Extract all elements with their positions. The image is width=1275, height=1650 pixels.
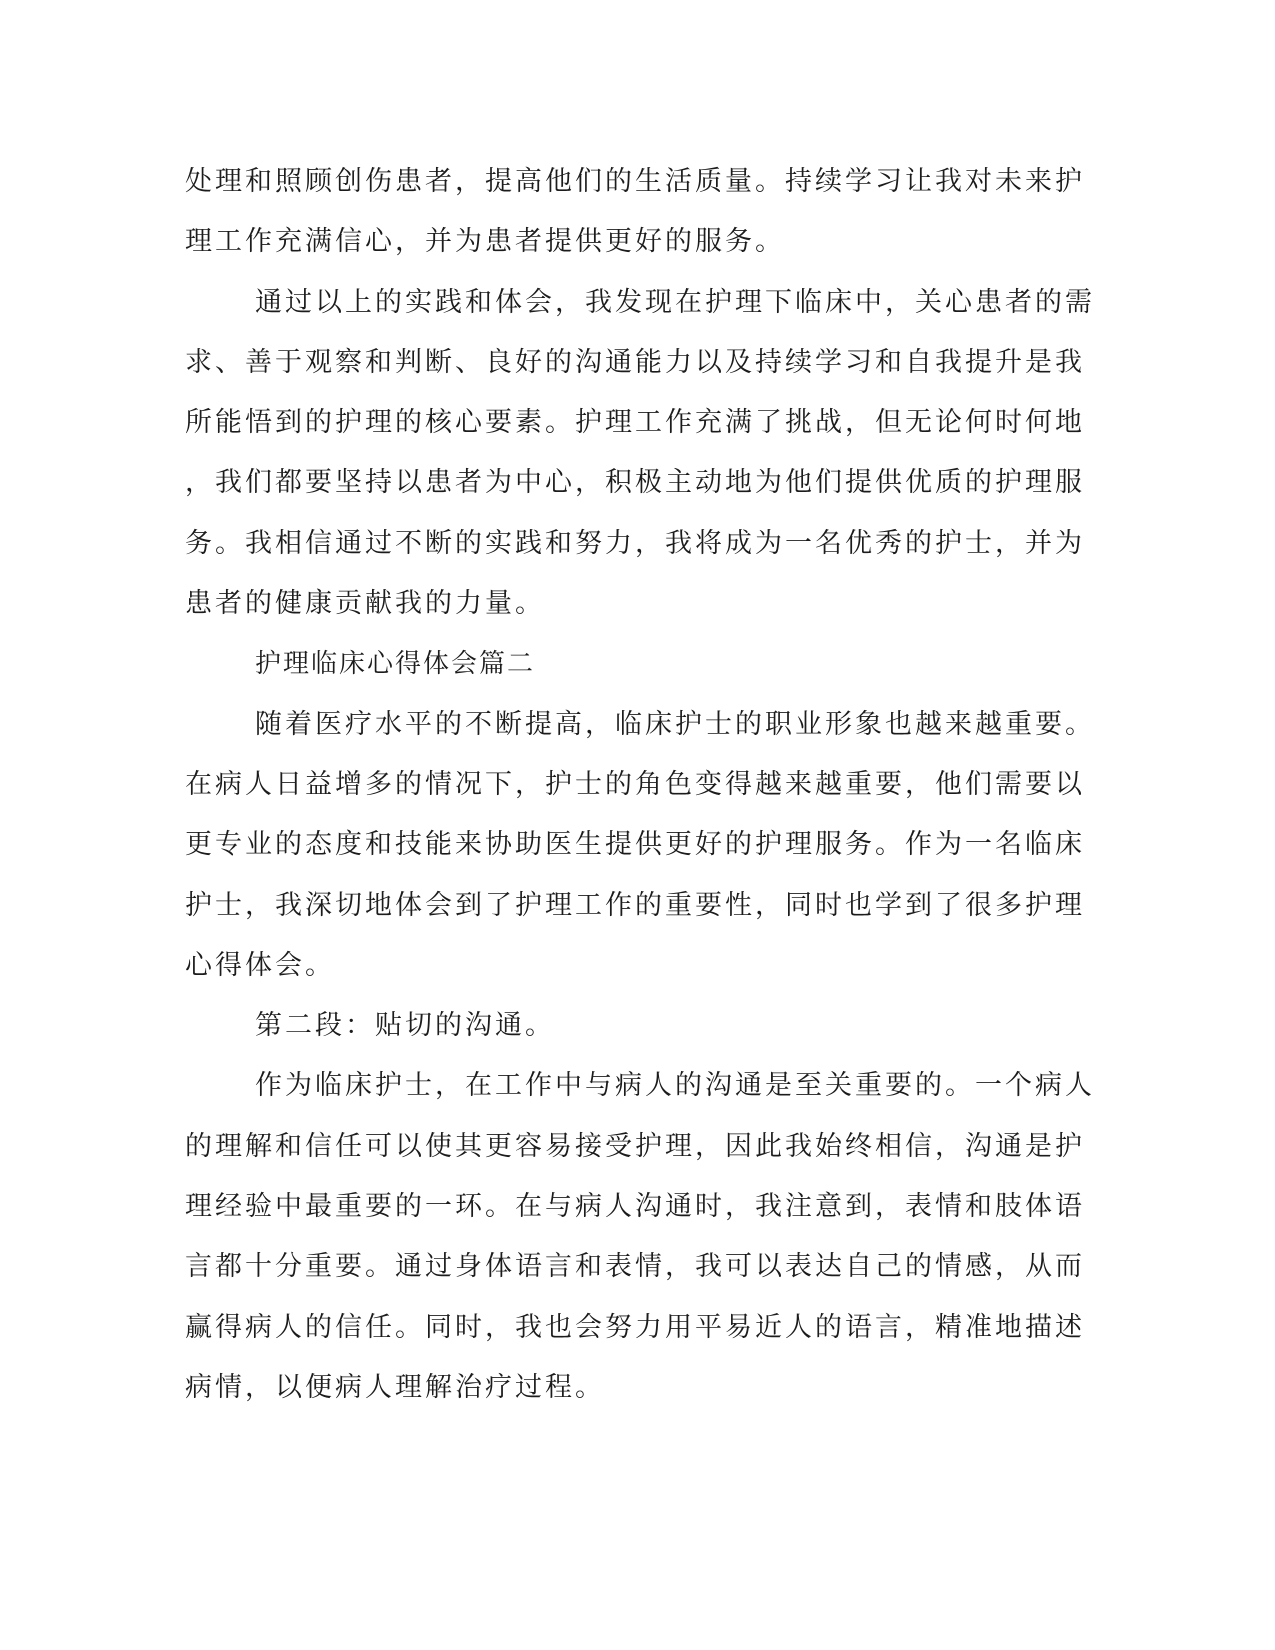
sub-heading-block bbox=[185, 996, 1055, 1056]
paragraph-2 bbox=[185, 273, 1095, 635]
paragraph-line: 所能悟到的护理的核心要素。护理工作充满了挑战，但无论何时何地 bbox=[185, 407, 1085, 439]
paragraph-3 bbox=[185, 695, 1095, 996]
sub-heading: 第二段：贴切的沟通。 bbox=[255, 1010, 555, 1042]
paragraph-1 bbox=[185, 152, 1085, 273]
paragraph-line: 病情，以便病人理解治疗过程。 bbox=[185, 1371, 605, 1403]
paragraph-line: ，我们都要坚持以患者为中心，积极主动地为他们提供优质的护理服 bbox=[185, 467, 1085, 499]
paragraph-line: 理工作充满信心，并为患者提供更好的服务。 bbox=[185, 226, 785, 258]
paragraph-line: 理经验中最重要的一环。在与病人沟通时，我注意到，表情和肢体语 bbox=[185, 1191, 1085, 1223]
paragraph-line: 在病人日益增多的情况下，护士的角色变得越来越重要，他们需要以 bbox=[185, 768, 1085, 800]
section-title: 护理临床心得体会篇二 bbox=[255, 649, 536, 680]
paragraph-4 bbox=[185, 1056, 1095, 1418]
paragraph-line: 求、善于观察和判断、良好的沟通能力以及持续学习和自我提升是我 bbox=[185, 346, 1085, 378]
paragraph-line: 护士，我深切地体会到了护理工作的重要性，同时也学到了很多护理 bbox=[185, 889, 1085, 921]
paragraph-line: 随着医疗水平的不断提高，临床护士的职业形象也越来越重要。 bbox=[255, 708, 1095, 740]
document-body bbox=[185, 152, 1095, 1418]
paragraph-line: 的理解和信任可以使其更容易接受护理，因此我始终相信，沟通是护 bbox=[185, 1130, 1085, 1162]
paragraph-line: 心得体会。 bbox=[185, 949, 335, 981]
section-title-block bbox=[185, 634, 1055, 694]
paragraph-line: 处理和照顾创伤患者，提高他们的生活质量。持续学习让我对未来护 bbox=[185, 166, 1085, 197]
paragraph-line: 言都十分重要。通过身体语言和表情，我可以表达自己的情感，从而 bbox=[185, 1251, 1085, 1283]
paragraph-line: 赢得病人的信任。同时，我也会努力用平易近人的语言，精准地描述 bbox=[185, 1311, 1085, 1343]
paragraph-line: 通过以上的实践和体会，我发现在护理下临床中，关心患者的需 bbox=[255, 286, 1095, 318]
paragraph-line: 务。我相信通过不断的实践和努力，我将成为一名优秀的护士，并为 bbox=[185, 527, 1085, 559]
paragraph-line: 患者的健康贡献我的力量。 bbox=[185, 588, 545, 620]
paragraph-line: 作为临床护士，在工作中与病人的沟通是至关重要的。一个病人 bbox=[255, 1070, 1095, 1102]
paragraph-line: 更专业的态度和技能来协助医生提供更好的护理服务。作为一名临床 bbox=[185, 829, 1085, 861]
